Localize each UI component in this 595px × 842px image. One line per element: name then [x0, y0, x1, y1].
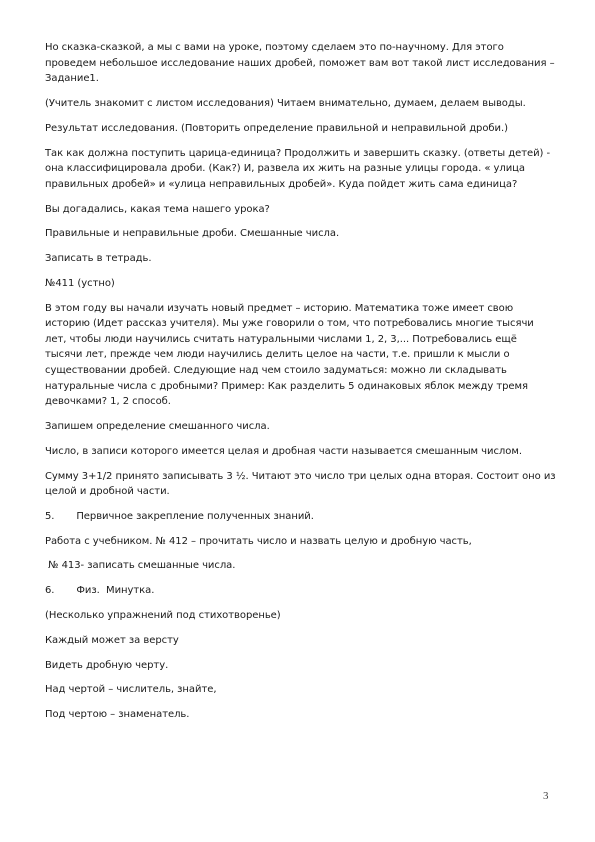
page-body [45, 40, 557, 732]
paragraph-sum-example: Сумму 3+1/2 принято записывать 3 ½. Читают это число три целых одна вторая. Состоит оно из целой и дробной части. [45, 470, 556, 498]
paragraph-exercise-413: № 413- записать смешанные числа. [45, 560, 236, 572]
paragraph-intro: Но сказка-сказкой, а мы с вами на уроке, поэтому сделаем это по-научному. Для этого проведем небольшое исследование наших дробей, поможет вам вот такой лист исследования –Задание1. [45, 42, 555, 85]
paragraph-notebook: Записать в тетрадь. [45, 253, 152, 265]
paragraph-teacher-intro: (Учитель знакомит с листом исследования) Читаем внимательно, думаем, делаем выводы. [45, 97, 526, 109]
paragraph-exercise-411: №411 (устно) [45, 277, 115, 289]
poem-line-4: Под чертою – знаменатель. [45, 709, 190, 721]
paragraph-queen-question: Так как должна поступить царица-единица? Продолжить и завершить сказку. (ответы детей) - она классифицировала дроби. (Как?) И, развела их жить на разные улицы города. « улица правильных дробей» и «улица неправильных дробей». Куда пойдет жить сама единица? [45, 147, 551, 190]
poem-line-1: Каждый может за версту [45, 634, 179, 646]
paragraph-exercises-note: (Несколько упражнений под стихотворенье) [45, 610, 281, 622]
section-heading-5: 5. Первичное закрепление полученных знаний. [45, 510, 314, 522]
page-number: 3 [543, 790, 549, 802]
section-heading-6: 6. Физ. Минутка. [45, 585, 155, 597]
paragraph-research-result: Результат исследования. (Повторить определение правильной и неправильной дроби.) [45, 122, 508, 134]
paragraph-definition-intro: Запишем определение смешанного числа. [45, 420, 270, 432]
paragraph-textbook-412: Работа с учебником. № 412 – прочитать число и назвать целую и дробную часть, [45, 535, 472, 547]
paragraph-topic-question: Вы догадались, какая тема нашего урока? [45, 203, 270, 215]
poem-line-3: Над чертой – числитель, знайте, [45, 684, 217, 696]
poem-line-2: Видеть дробную черту. [45, 659, 169, 671]
paragraph-topic: Правильные и неправильные дроби. Смешанные числа. [45, 228, 340, 240]
paragraph-definition: Число, в записи которого имеется целая и дробная части называется смешанным числом. [45, 445, 522, 457]
paragraph-history: В этом году вы начали изучать новый предмет – историю. Математика тоже имеет свою историю (Идет рассказ учителя). Мы уже говорили о том, что потребовались многие тысячи лет, чтобы люди научились считать натуральными числами 1, 2, 3,... Потребовались ещё тысячи лет, прежде чем люди научились делить целое на части, т.е. пришли к мысли о существовании дробей. Следующие над чем стоило задуматься: можно ли складывать натуральные числа с дробными? Пример: Как разделить 5 одинаковых яблок между тремя девочками? 1, 2 способ. [45, 302, 534, 408]
